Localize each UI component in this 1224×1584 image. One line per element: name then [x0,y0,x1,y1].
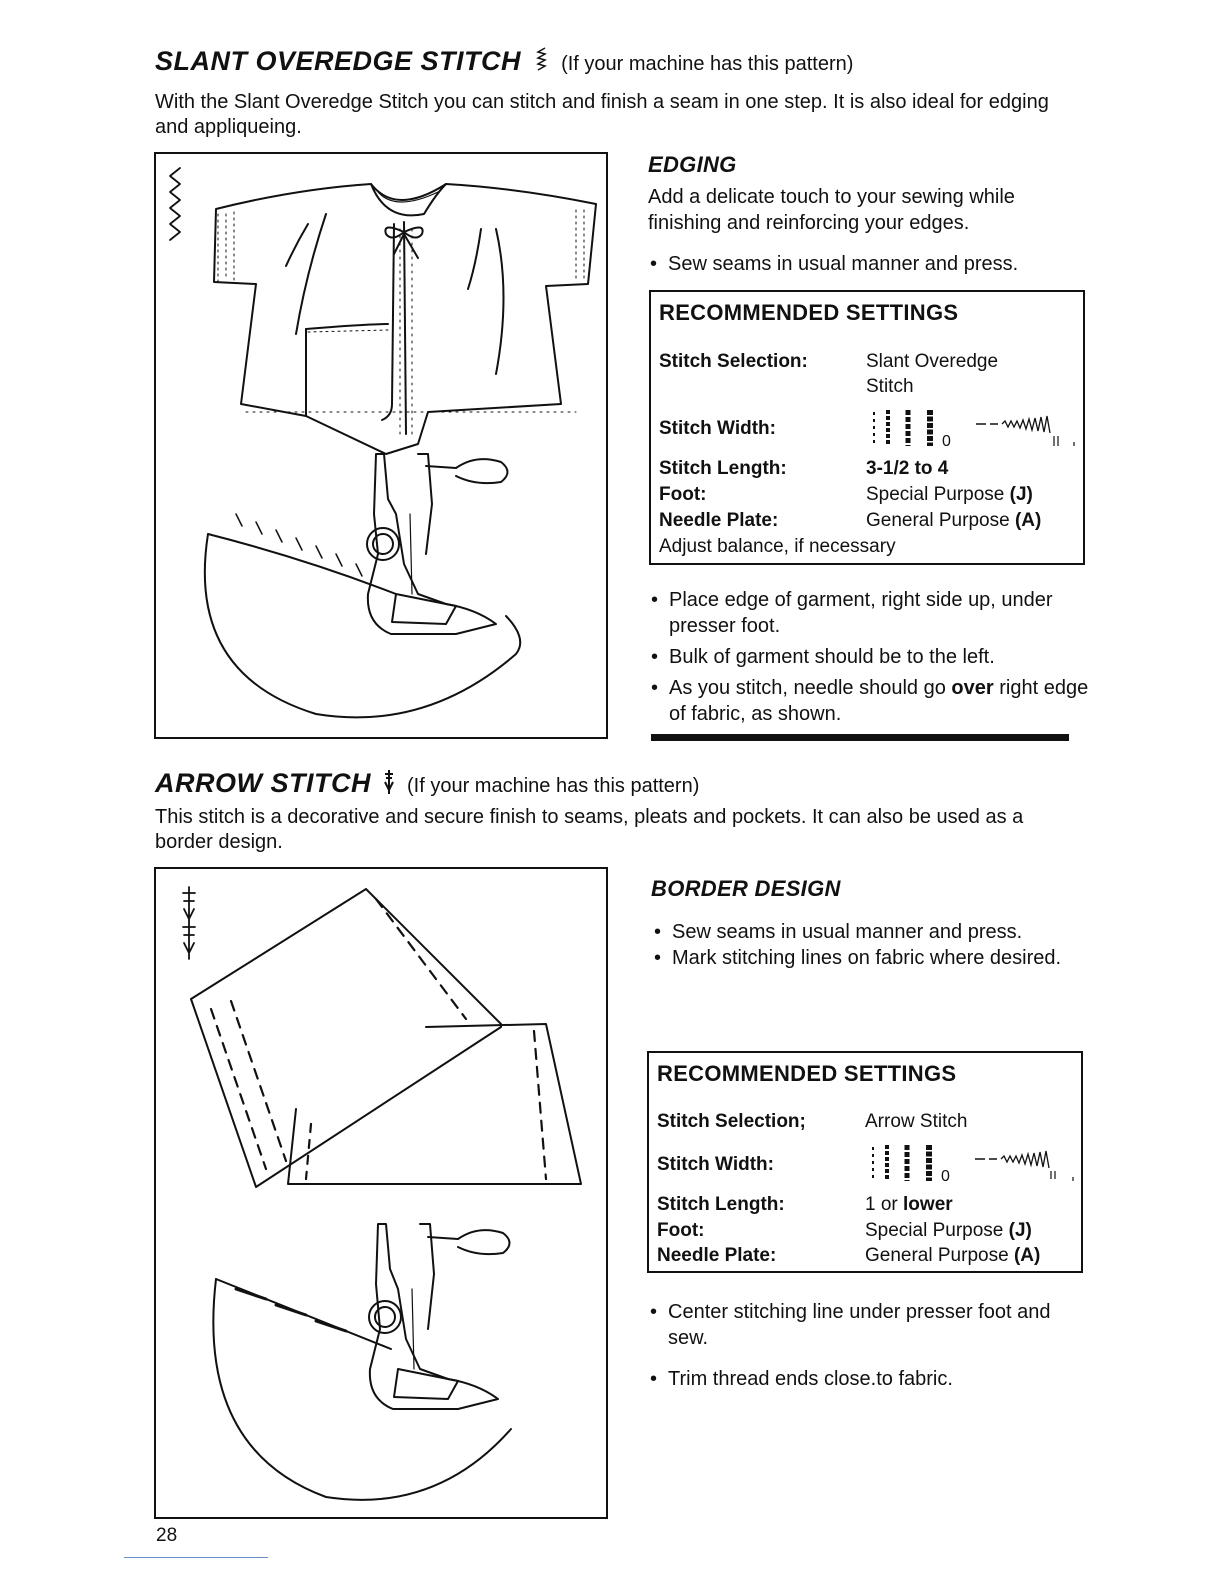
foot-value-text: Special Purpose [865,1220,1004,1241]
list-item: • Place edge of garment, right side up, under presser foot. [649,587,1089,639]
settings-title: RECOMMENDED SETTINGS [659,300,959,325]
list-item: • Bulk of garment should be to the left. [649,644,1089,670]
section-title-text: ARROW STITCH [155,768,371,798]
settings-note: Adjust balance, if necessary [659,536,896,557]
stitch-selection-value-line2: Stitch [866,376,914,397]
stitch-length-value [865,1193,953,1217]
list-item: • Trim thread ends close.to fabric. [648,1366,1088,1392]
stitch-width-label: Stitch Width: [657,1154,774,1175]
foot-value [865,1219,1032,1243]
stitch-width-dial-icon [866,404,1081,452]
needle-plate-code: (A) [1013,1245,1041,1266]
arrow-stitch-illustration [154,867,608,1519]
pattern-note: (If your machine has this pattern) [407,775,700,797]
border-design-drawing [156,869,606,1517]
stitch-selection-label: Stitch Selection: [659,351,808,372]
footer-rule [124,1557,268,1558]
stitch-selection-label: Stitch Selection; [657,1111,806,1132]
foot-value [866,483,1033,507]
stitch-length-value: 3-1/2 to 4 [866,458,949,479]
subheading-edging: EDGING [648,152,737,177]
section-title-arrow [155,768,699,799]
arrow-stitch-pattern-icon [383,768,395,796]
foot-label: Foot: [659,484,707,505]
foot-label: Foot: [657,1220,705,1241]
list-item [649,675,1089,727]
needle-plate-value-text: General Purpose [865,1245,1009,1266]
length-value-prefix: 1 or [865,1194,898,1215]
recommended-settings-box [649,290,1085,565]
list-item: • Center stitching line under presser foot and sew. [648,1299,1088,1351]
needle-plate-label: Needle Plate: [657,1245,777,1266]
pattern-note: (If your machine has this pattern) [561,53,854,75]
width-dial-zero: 0 [941,1168,950,1185]
stitch-length-label: Stitch Length: [659,458,787,479]
list-item: • Mark stitching lines on fabric where desired. [652,945,1092,971]
section-intro: With the Slant Overedge Stitch you can stitch and finish a seam in one step. It is also ideal for edging and appliqueing. [155,91,1049,138]
subheading-border-design: BORDER DESIGN [651,876,841,901]
foot-value-text: Special Purpose [866,484,1005,505]
edging-description: Add a delicate touch to your sewing while finishing and reinforcing your edges. [648,186,1015,234]
stitch-selection-value-line1: Slant Overedge [866,351,999,372]
stitch-width-label: Stitch Width: [659,418,776,439]
stitch-length-label: Stitch Length: [657,1194,785,1215]
section-title-slant-overedge [155,46,853,77]
foot-code: (J) [1008,1220,1032,1241]
recommended-settings-box-2 [647,1051,1083,1273]
slant-overedge-pattern-icon [535,46,549,74]
section-intro: This stitch is a decorative and secure finish to seams, pleats and pockets. It can also be used as a border design. [155,806,1024,853]
section-divider-bar [651,734,1069,741]
stitch-width-dial-icon [865,1139,1080,1187]
foot-code: (J) [1009,484,1033,505]
list-item: • Sew seams in usual manner and press. [648,251,1098,277]
needle-plate-code: (A) [1014,510,1042,531]
bullet-text: As you stitch, needle should go [669,677,946,699]
garment-sewing-drawing [156,154,606,737]
slant-overedge-illustration [154,152,608,739]
page-number: 28 [156,1525,178,1546]
needle-plate-value [866,509,1041,533]
section-title-text: SLANT OVEREDGE STITCH [155,46,522,76]
width-dial-zero: 0 [942,433,951,450]
border-bullets-after [648,1299,1088,1397]
border-bullets-before [652,919,1092,976]
stitch-selection-value: Arrow Stitch [865,1111,968,1132]
needle-plate-label: Needle Plate: [659,510,779,531]
needle-plate-value-text: General Purpose [866,510,1010,531]
settings-title: RECOMMENDED SETTINGS [657,1061,957,1086]
bullet-text-end: right edge of fabric, as shown. [669,677,1089,725]
length-value-bold: lower [903,1194,953,1215]
needle-plate-value [865,1244,1040,1268]
edging-bullets-before [648,251,1098,282]
edging-bullets-after [649,587,1089,732]
list-item: • Sew seams in usual manner and press. [652,919,1092,945]
bullet-emphasis: over [951,677,994,699]
